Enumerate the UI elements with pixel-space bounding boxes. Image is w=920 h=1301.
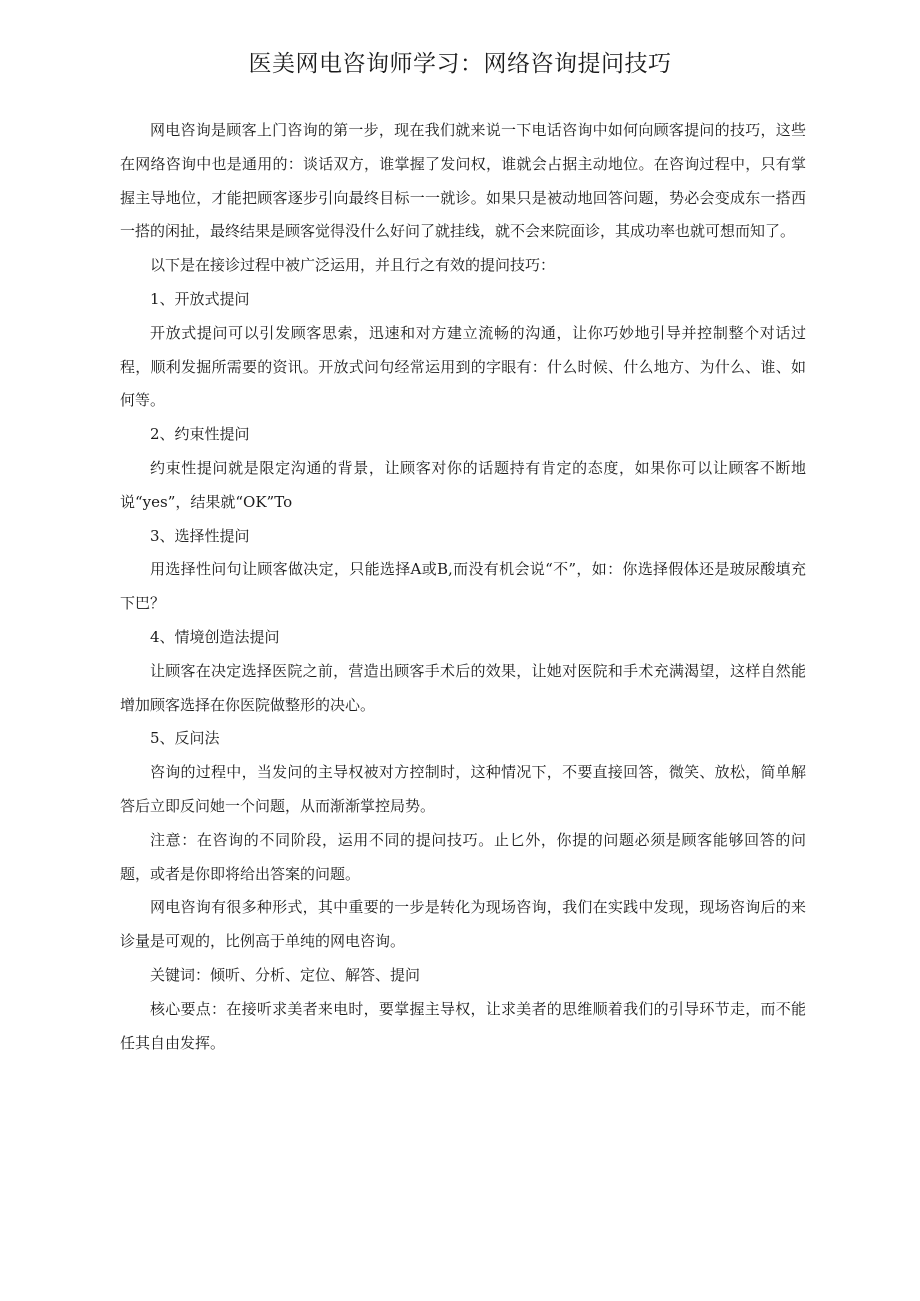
heading-open-question: 1、开放式提问 bbox=[150, 289, 250, 308]
open-question-paragraph: 开放式提问可以引发顾客思索，迅速和对方建立流畅的沟通，让你巧妙地引导并控制整个对话过程，顺利发掘所需要的资讯。开放式问句经常运用到的字眼有：什么时候、什么地方、为什么、谁、如何等。 bbox=[120, 323, 806, 410]
heading-choice-question: 3、选择性提问 bbox=[150, 526, 250, 545]
document-body bbox=[120, 114, 806, 1060]
keywords-paragraph: 关键词：倾听、分析、定位、解答、提问 bbox=[150, 965, 421, 984]
heading-counter-question: 5、反问法 bbox=[150, 729, 220, 748]
constrained-question-paragraph: 约束性提问就是限定沟通的背景，让顾客对你的话题持有肯定的态度，如果你可以让顾客不断地说“yes”，结果就“OK”To bbox=[120, 458, 806, 511]
heading-scenario-question: 4、情境创造法提问 bbox=[150, 627, 280, 646]
counter-question-paragraph: 咨询的过程中，当发问的主导权被对方控制时，这种情况下，不要直接回答，微笑、放松，简单解答后立即反问她一个问题，从而渐渐掌控局势。 bbox=[120, 763, 806, 815]
note-paragraph: 注意：在咨询的不同阶段，运用不同的提问技巧。止匕外，你提的问题必须是顾客能够回答的问题，或者是你即将给出答案的问题。 bbox=[120, 830, 806, 883]
techniques-intro: 以下是在接诊过程中被广泛运用，并且行之有效的提问技巧： bbox=[150, 256, 556, 275]
conversion-paragraph: 网电咨询有很多种形式，其中重要的一步是转化为现场咨询，我们在实践中发现，现场咨询后的来诊量是可观的，比例高于单纯的网电咨询。 bbox=[120, 898, 806, 951]
document-title: 医美网电咨询师学习：网络咨询提问技巧 bbox=[248, 51, 672, 77]
scenario-question-paragraph: 让顾客在决定选择医院之前，营造出顾客手术后的效果，让她对医院和手术充满渴望，这样自然能增加顾客选择在你医院做整形的决心。 bbox=[120, 661, 806, 714]
intro-paragraph: 网电咨询是顾客上门咨询的第一步，现在我们就来说一下电话咨询中如何向顾客提问的技巧，这些在网络咨询中也是通用的：谈话双方，谁掌握了发问权，谁就会占据主动地位。在咨询过程中，只有掌握主导地位，才能把顾客逐步引向最终目标一一就诊。如果只是被动地回答问题，势必会变成东一搭西一搭的闲扯，最终结果是顾客觉得没什么好问了就挂线，就不会来院面诊，其成功率也就可想而知了。 bbox=[120, 121, 806, 241]
key-points-paragraph: 核心要点：在接听求美者来电时，要掌握主导权，让求美者的思维顺着我们的引导环节走，而不能任其自由发挥。 bbox=[120, 999, 806, 1052]
choice-question-paragraph: 用选择性问句让顾客做决定，只能选择A或B,而没有机会说“不”，如：你选择假体还是玻尿酸填充下巴？ bbox=[120, 560, 806, 613]
heading-constrained-question: 2、约束性提问 bbox=[150, 425, 250, 444]
